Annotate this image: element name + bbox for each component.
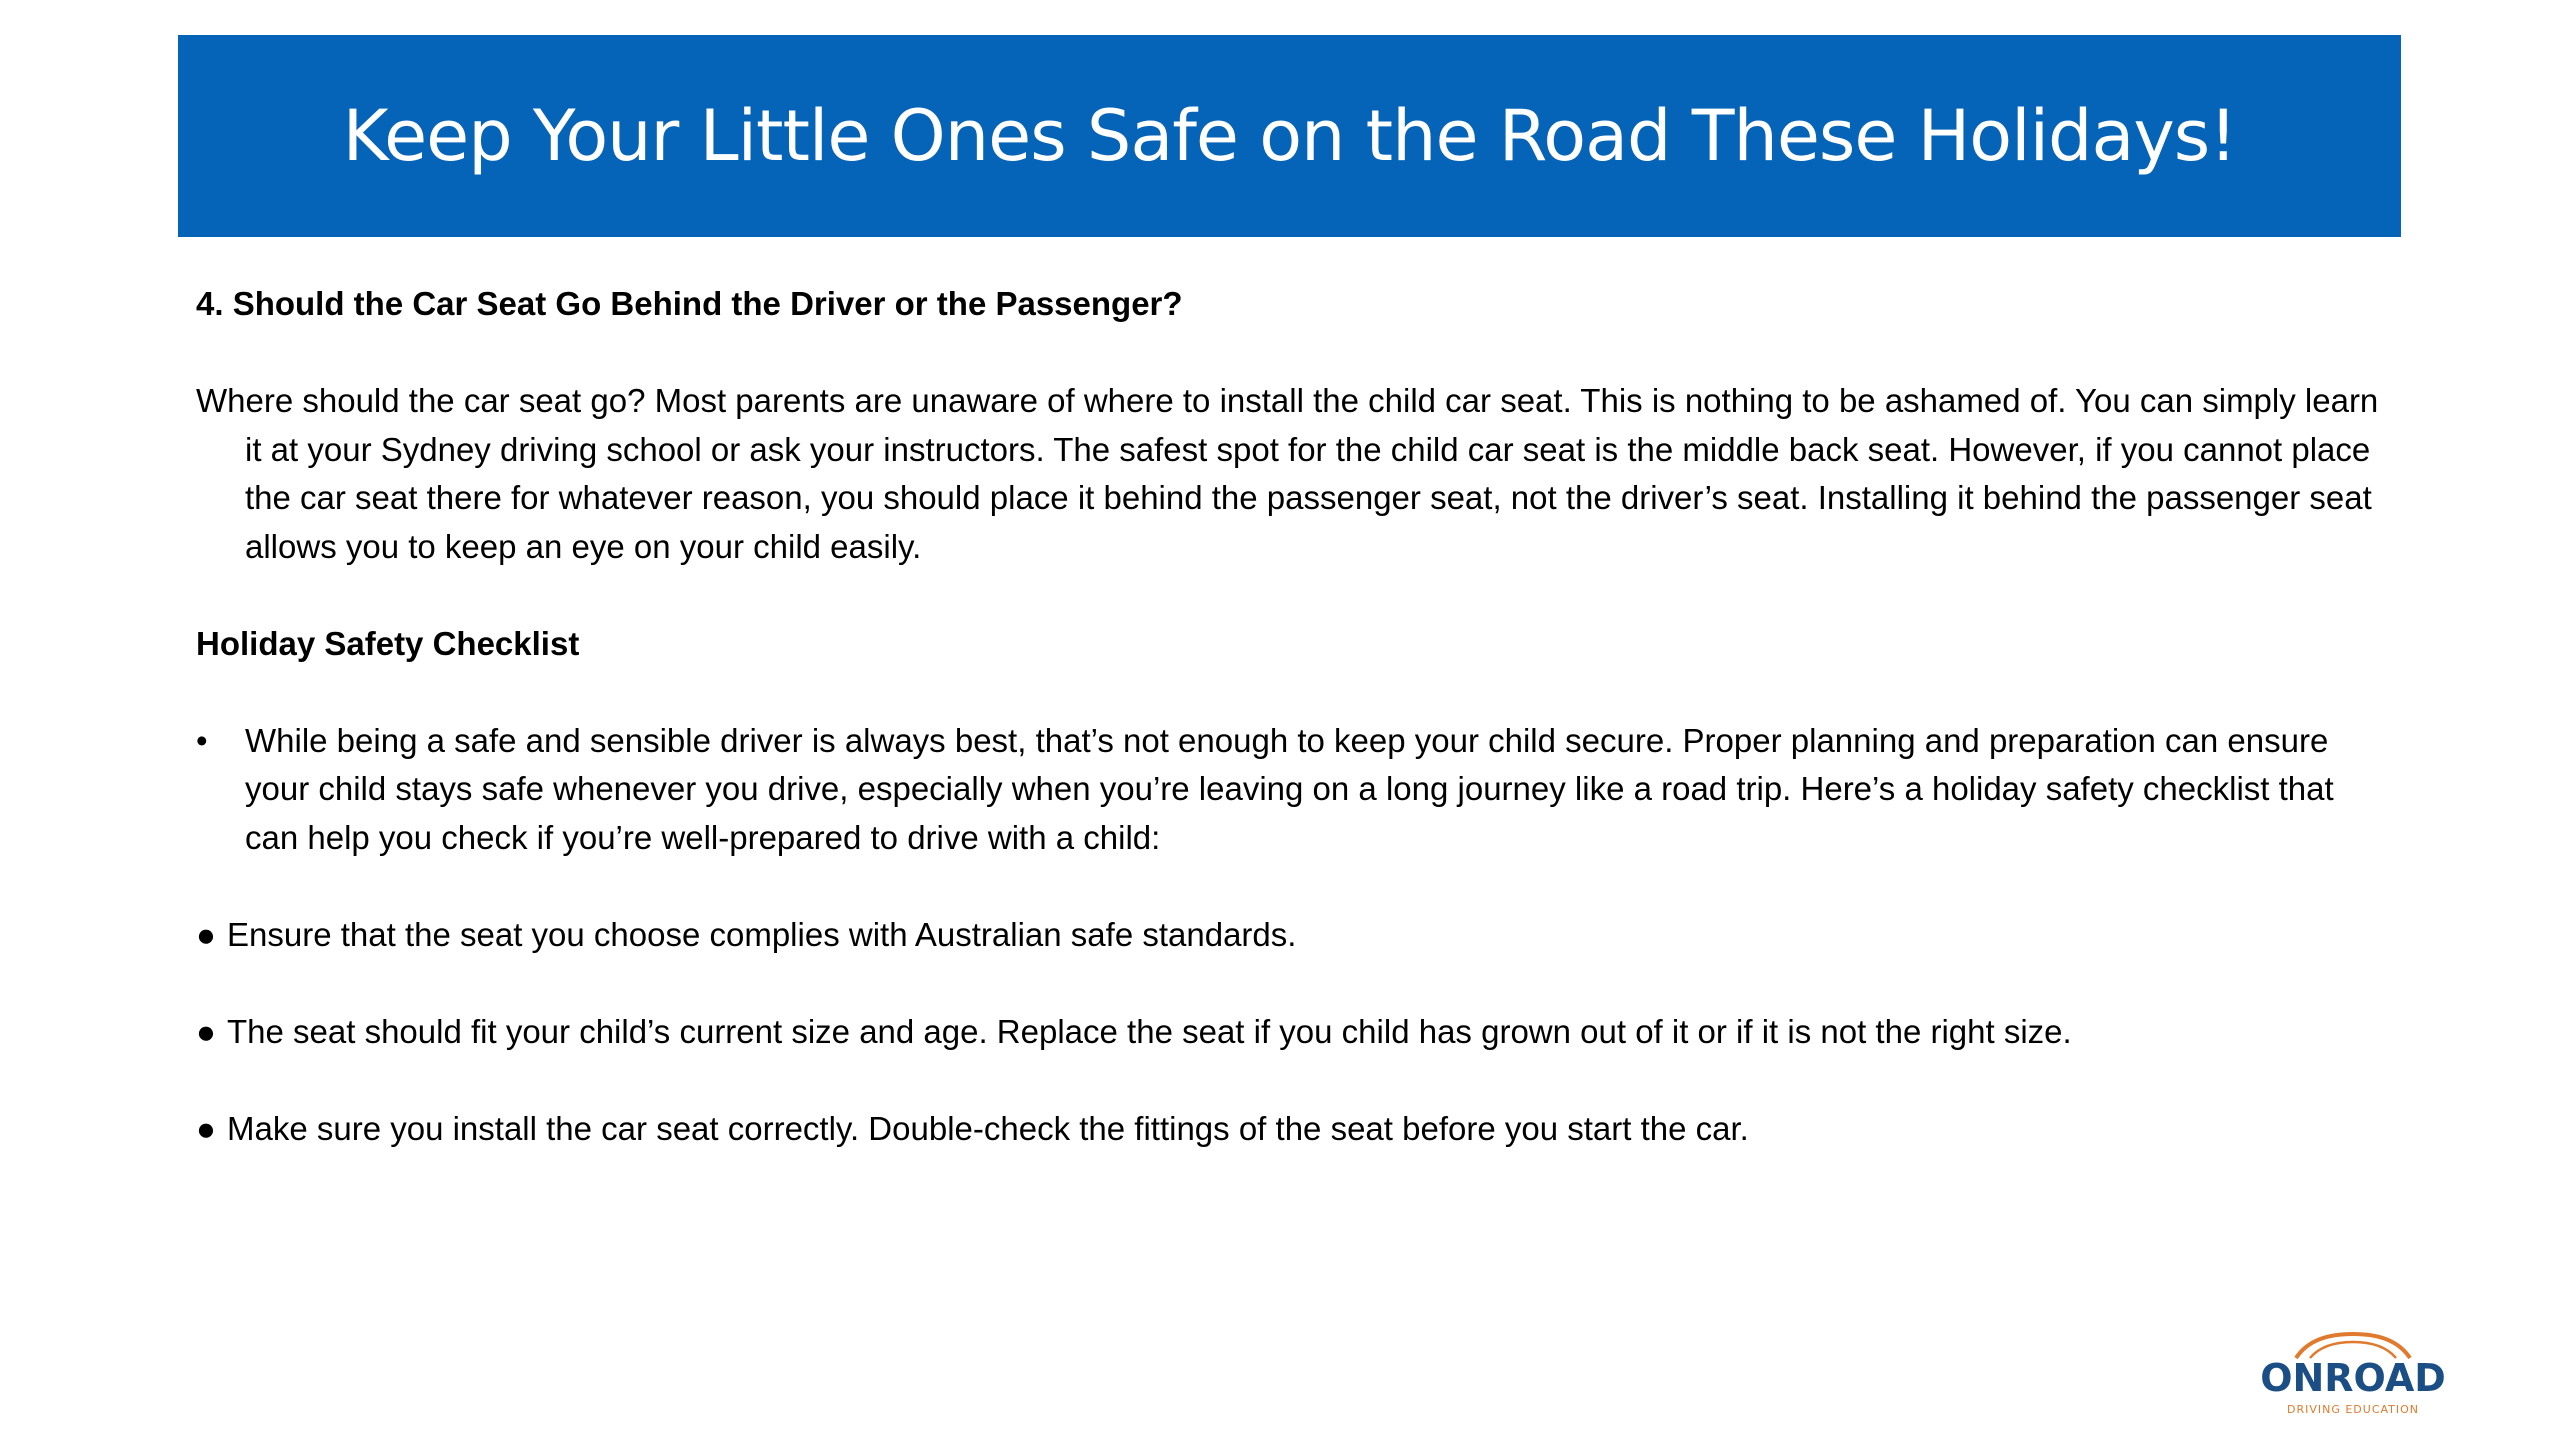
spacer (196, 959, 2396, 1008)
spacer (196, 571, 2396, 620)
title-banner (178, 35, 2401, 237)
section-heading-checklist: Holiday Safety Checklist (196, 624, 580, 662)
section-heading-car-seat: 4. Should the Car Seat Go Behind the Driver or the Passenger? (196, 285, 1183, 322)
logo-wordmark: ONROAD (2260, 1356, 2446, 1400)
spacer (196, 862, 2396, 911)
checklist-item-text: Ensure that the seat you choose complies with Australian safe standards. (227, 915, 1297, 953)
checklist-item (196, 1008, 2396, 1057)
bullet-icon: ● (196, 1109, 216, 1147)
spacer (196, 668, 2396, 717)
checklist-intro (196, 717, 2396, 863)
checklist-item (196, 911, 2396, 960)
onroad-logo (2258, 1330, 2448, 1420)
logo-tagline: DRIVING EDUCATION (2286, 1403, 2420, 1416)
spacer (196, 1056, 2396, 1105)
bullet-icon: ● (196, 915, 216, 953)
slide-content (196, 280, 2396, 1153)
page-title: Keep Your Little Ones Safe on the Road These Holidays! (342, 95, 2237, 177)
spacer (196, 329, 2396, 378)
checklist-item-text: Make sure you install the car seat correctly. Double-check the fittings of the seat before you start the car. (227, 1109, 1749, 1147)
checklist-intro-text: While being a safe and sensible driver is always best, that’s not enough to keep your child secure. Proper planning and preparation can ensure your child stays safe whenever you drive, especially when you’re leaving on a long journey like a road trip. Here’s a holiday safety checklist that can help you check if you’re well-prepared to drive with a child: (245, 721, 2334, 856)
car-seat-paragraph: Where should the car seat go? Most parents are unaware of where to install the child car seat. This is nothing to be ashamed of. You can simply learn it at your Sydney driving school or ask your instructors. The safest spot for the child car seat is the middle back seat. However, if you cannot place the car seat there for whatever reason, you should place it behind the passenger seat, not the driver’s seat. Installing it behind the passenger seat allows you to keep an eye on your child easily. (196, 382, 2379, 565)
bullet-icon: ● (196, 1012, 216, 1050)
checklist-item-text: The seat should fit your child’s current size and age. Replace the seat if you child has grown out of it or if it is not the right size. (227, 1012, 2072, 1050)
bullet-icon: • (196, 721, 208, 759)
checklist-item (196, 1105, 2396, 1154)
